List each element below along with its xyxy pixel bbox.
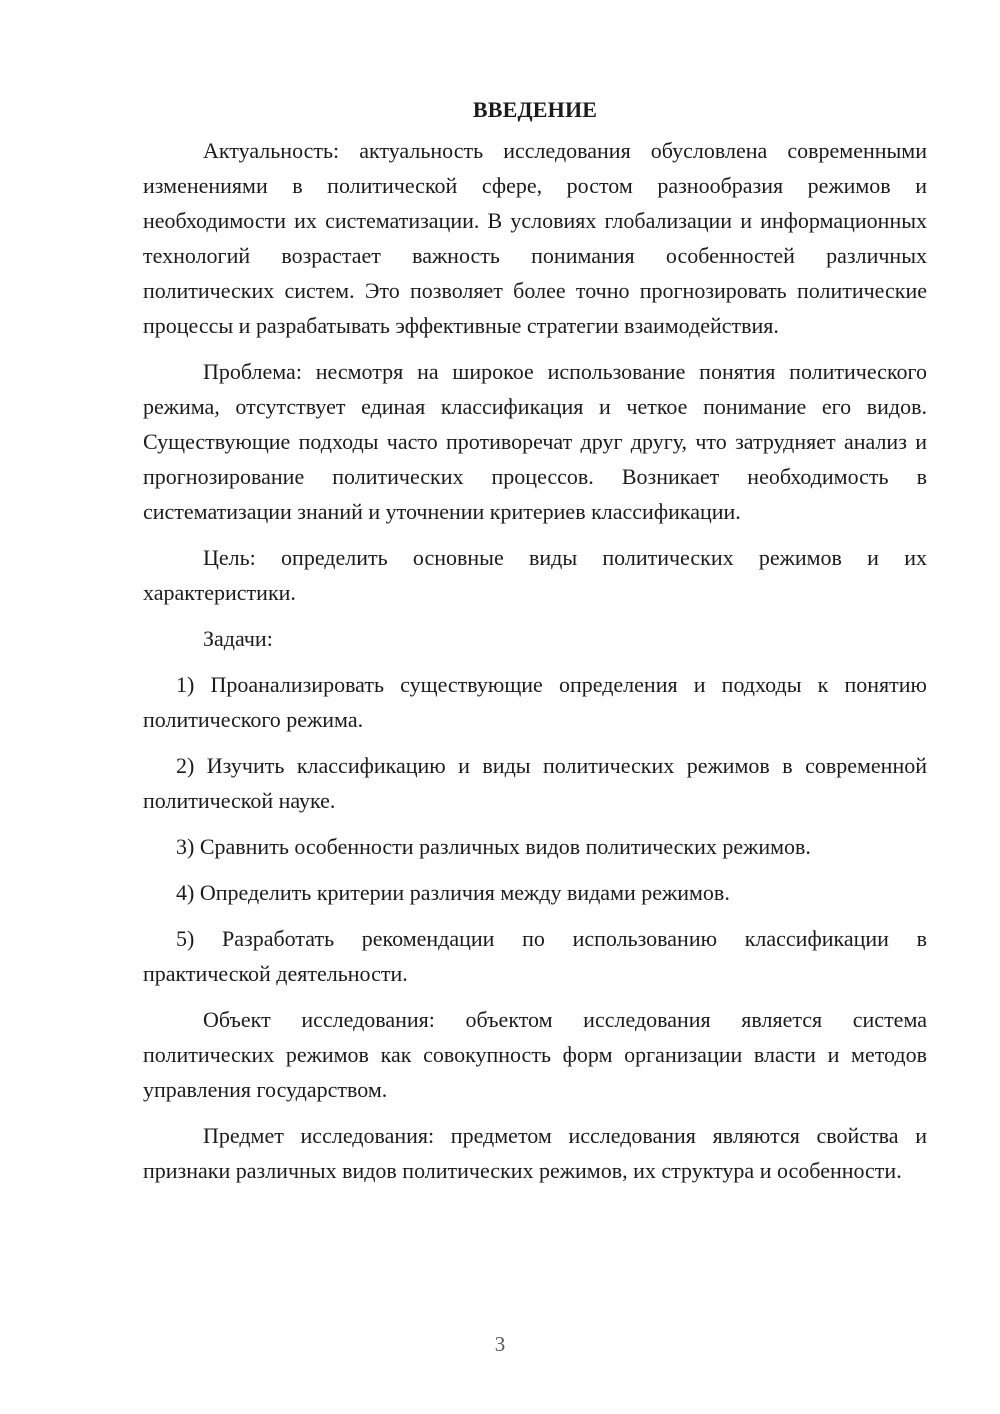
relevance-paragraph: Актуальность: актуальность исследования обусловлена современными изменениями в политической сфере, ростом разнообразия режимов и необходимости их систематизации. В условиях глобализации и информационных технологий возрастает важность понимания особенностей различных политических систем. Это позволяет более точно прогнозировать политические процессы и разрабатывать эффективные стратегии взаимодействия. (143, 138, 927, 338)
section-title: ВВЕДЕНИЕ (472, 97, 598, 122)
task-item-1: 1) Проанализировать существующие определения и подходы к понятию политического режима. (143, 672, 927, 732)
object-paragraph: Объект исследования: объектом исследования является система политических режимов как совокупность форм организации власти и методов управления государством. (143, 1007, 927, 1102)
page-content (143, 92, 927, 1199)
problem-paragraph: Проблема: несмотря на широкое использование понятия политического режима, отсутствует единая классификация и четкое понимание его видов. Существующие подходы часто противоречат друг другу, что затрудняет анализ и прогнозирование политических процессов. Возникает необходимость в систематизации знаний и уточнении критериев классификации. (143, 359, 927, 524)
task-item-2: 2) Изучить классификацию и виды политических режимов в современной политической науке. (143, 753, 927, 813)
task-item-3: 3) Сравнить особенности различных видов политических режимов. (176, 834, 811, 859)
page-number: 3 (494, 1332, 506, 1356)
subject-paragraph: Предмет исследования: предметом исследования являются свойства и признаки различных видов политических режимов, их структура и особенности. (143, 1123, 927, 1183)
tasks-heading: Задачи: (203, 626, 273, 651)
tasks-list (143, 667, 927, 991)
task-item-5: 5) Разработать рекомендации по использованию классификации в практической деятельности. (143, 926, 927, 986)
goal-paragraph: Цель: определить основные виды политических режимов и их характеристики. (143, 545, 927, 605)
task-item-4: 4) Определить критерии различия между видами режимов. (176, 880, 730, 905)
